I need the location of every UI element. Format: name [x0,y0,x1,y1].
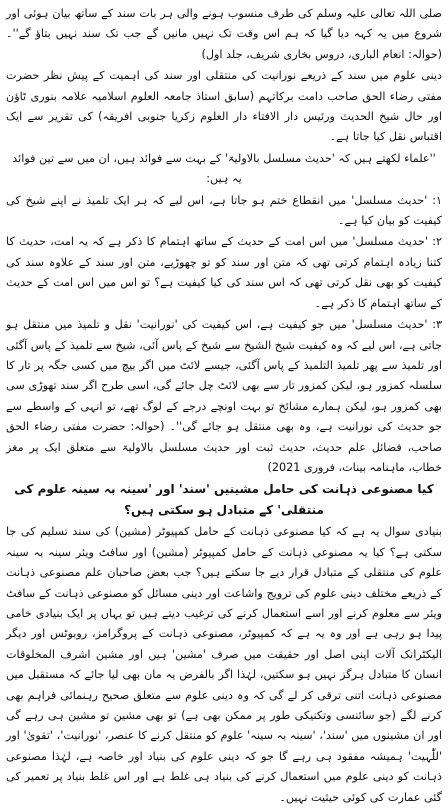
section-heading: کیا مصنوعی ذہانت کی حامل مشینیں 'سند' اور 'سینہ بہ سینہ علوم کی منتقلی' کے متبادل ہو سکتی ہیں؟ [14,482,434,518]
benefit-one: ۱: 'حدیث مسلسل' میں انقطاع ختم ہو جاتا ہے، اس لیے کہ ہر ایک تلمیذ نے اپنے شیخ کی کیفیت کو بیان کیا ہے۔ [6,193,442,228]
introduction-paragraph: دینی علوم میں سند کے ذریعے نورانیت کی منتقلی اور سند کی اہمیت کے پیش نظر حضرت مفتی رضاء الحق صاحب دامت برکاتہم (سابق استاذ جامعہ العلوم اسلامیہ علامہ بنوری ٹاؤن اور حال شیخ الحدیث ورئیس دار الافتاء دار العلوم زکریا جنوبی افریقہ) کی تقریر سے ایک اقتباس نقل کیا جاتا ہے۔ [6,69,442,144]
closing-paragraph: بنیادی سوال یہ ہے کہ کیا مصنوعی ذہانت کے حامل کمپیوٹر (مشین) کی سند تسلیم کی جا سکتی ہے؟ کیا یہ مصنوعی ذہانت کے حامل کمپیوٹر (مشین) اور سافٹ ویئر سینہ بہ سینہ علوم کی منتقلی کے متبادل قرار دیے جا سکتے ہیں؟ جب بعض صاحبان علم مصنوعی ذہانت کے ذریعے مختلف دینی علوم کی ترویج واشاعت اور دینی مسائل کو مصنوعی ذہانت کے سافٹ ویئر سے معلوم کرنے اور اسے استعمال کرنے کی ترغیب دیتے ہیں تو یہاں پر ایک بنیادی خامی پیدا ہو رہی ہے اور وہ یہ ہے کہ کمپیوٹر، مصنوعی ذہانت کے پروگرامز، روبوٹس اور دیگر الیکٹرانک آلات اپنی اصل اور حقیقت میں صرف 'مشین' ہیں اور مشین اشرف المخلوقات انسان کا متبادل ہرگز نہیں ہو سکتیں، لہٰذا اگر بالفرض یہ مان بھی لیا جائے کہ مستقبل میں مصنوعی ذہانت اتنی ترقی کر لے گی کہ وہ دینی علوم سے متعلق صحیح رہنمائی فراہم بھی کرنے لگے (جو سائنسی وتکنیکی طور پر ممکن بھی ہے) تو بھی مشین تو مشین ہی رہے گی اور ان مشینوں میں 'سند'، 'سینہ بہ سینہ' علوم کو منتقل کرنے کا عنصر، 'نورانیت'، 'تقویٰ' اور 'للّٰہیت' ہمیشہ مفقود ہی رہے گا جو کہ دینی علوم کی بنیاد اور خاصہ ہے، لہٰذا مصنوعی ذہانت کو دینی علوم میں استعمال کرنے کی بنیاد ہی غلط ہے اور اس غلط بنیاد پر تعمیر کی گئی عمارت کی کوئی حیثیت نہیں۔ [6,525,442,804]
quote-heading: ''علماء لکھتے ہیں کہ 'حدیث مسلسل بالاولیۃ' کے بہت سے فوائد ہیں، ان میں سے تین فوائد یہ ہیں: [12,151,436,186]
benefit-two: ۲: 'حدیث مسلسل' میں اس امت کے حدیث کے ساتھ اہتمام کا ذکر ہے کہ یہ امت، حدیث کا کتنا زیادہ اہتمام کرتی تھی کہ متن اور سند کو تو چھوڑیے، متن اور سند کے علاوہ سند کی کیفیت کو بھی نقل کرتی تھی کہ اس سند کی کیا کیفیت ہے؟ تو اس میں اس امت کے حدیث کے ساتھ اہتمام کا ذکر ہے۔ [6,235,442,310]
benefit-three: ۳: 'حدیث مسلسل' میں جو کیفیت ہے، اس کیفیت کی 'نورانیت' نقل و تلمیذ میں منتقل ہو جاتی ہے، اس لیے کہ وہ کیفیت شیخ الشیخ سے شیخ کے پاس آئی، شیخ سے تلمیذ کے پاس آگئی اور تلمیذ سے پھر تلمیذ التلمیذ کے پاس آگئی، جیسے لائٹ میں اگر بیچ میں کسی جگہ پر تار کا سلسلہ کمزور ہو، لیکن کمزور تار سے بھی لائٹ چل جائے گی، اسی طرح اگر سند تھوڑی سی بھی کمزور ہو، لیکن ہمارے مشائخ تو بہت اونچے درجے کے لوگ تھے، تو انہی کے واسطے سے جو حدیث کی نورانیت ہے، وہ بھی منتقل ہو جائے گی''۔ (حوالہ: حضرت مفتی رضاء الحق صاحب، فضائل علم حدیث، حدیث ثبت اور حدیث مسلسل بالاولیۃ سے متعلق ایک پر مغز خطاب، ماہنامہ بینات، فروری 2021) [6,318,442,474]
opening-paragraph: صلی اللہ تعالی علیہ وسلم کی طرف منسوب ہونے والی ہر بات سند کے ساتھ بیان ہوئی اور شروع میں یہ کہہ دیا گیا کہ ہم اس وقت تک نہیں مانیں گے جب تک سند نہیں بتاؤ گے''۔ (حوالہ: انعام الباری، دروس بخاری شریف، جلد اول) [6,7,442,61]
